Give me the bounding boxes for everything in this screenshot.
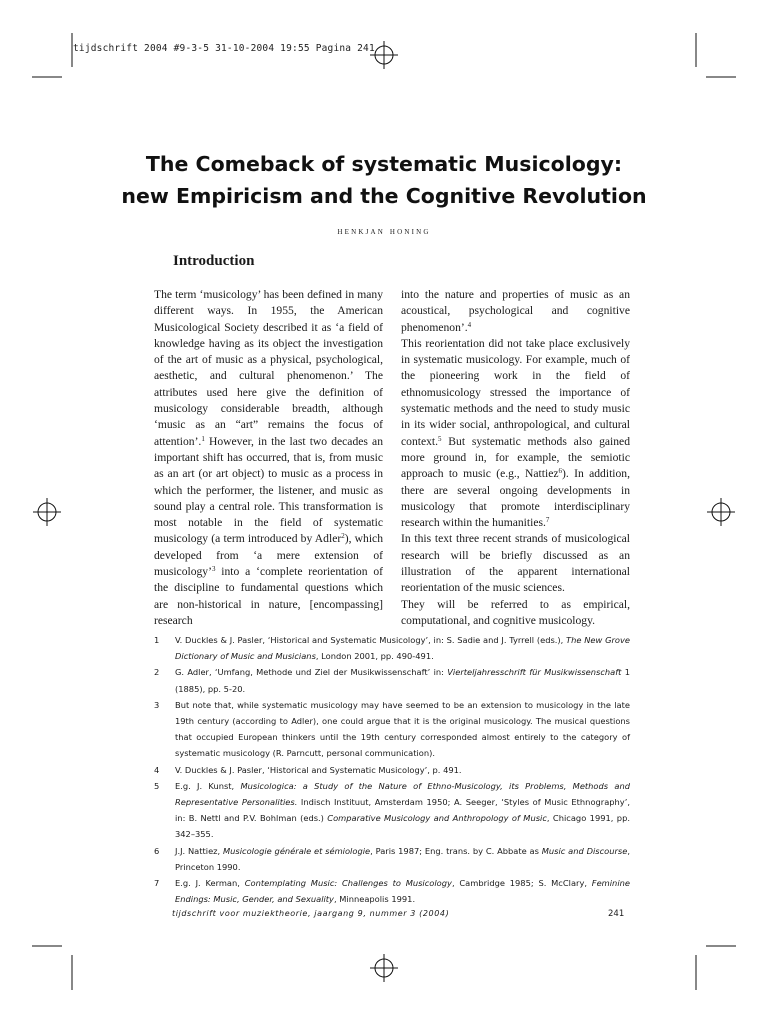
footnote: 5 E.g. J. Kunst, Musicologica: a Study of the Nature of Ethno-Musicology, its Problems, Methods and Representative Personalities. Indisch Instituut, Amsterdam 1950; A. Seeger, ‘Styles of Music Ethnography’, in: B. Nettl and P.V. Bohlman (eds.) Comparative Musicology and Anthropology of Music, Chicago 1991, pp. 342–355. xyxy=(154,780,630,840)
article-title xyxy=(0,148,768,212)
paragraph: In this text three recent strands of musicological research will be briefly discussed as an illustration of the apparent international reorientation of the music sciences. xyxy=(401,532,630,595)
running-footer: tijdschrift voor muziektheorie, jaargang 9, nummer 3 (2004) xyxy=(172,909,450,918)
paragraph: into the nature and properties of music as an acoustical, psychological and cognitive phenomenon’.$^4$ xyxy=(401,288,630,334)
body-column-right xyxy=(401,287,630,629)
footnote: 6 J.J. Nattiez, Musicologie générale et sémiologie, Paris 1987; Eng. trans. by C. Abbate as Music and Discourse, Princeton 1990. xyxy=(154,845,630,872)
title-line-2: new Empiricism and the Cognitive Revolution xyxy=(121,184,647,208)
paragraph: This reorientation did not take place exclusively in systematic musicology. For example, much of the pioneering work in the field of ethnomusicology stressed the importance of systematic methods and the need to study music in its wider social, anthropological, and cultural context.$^5$ But systematic methods also gained more ground in, for example, the semiotic approach to music (e.g., Nattiez$^6$). In addition, there are several ongoing developments in musicology that promote interdisciplinary research within the humanities.$^7$ xyxy=(401,336,630,530)
footnote-ref: 7 xyxy=(545,516,550,525)
paragraph: They will be referred to as empirical, computational, and cognitive musicology. xyxy=(401,597,630,627)
footnote: 2 G. Adler, ‘Umfang, Methode und Ziel der Musikwissenschaft’ in: Vierteljahresschrift für Musikwissenschaft 1 (1885), pp. 5-20. xyxy=(154,667,631,694)
footnote-ref: 1 xyxy=(201,434,205,443)
paragraph: The term ‘musicology’ has been defined in many different ways. In 1955, the American Musicological Society described it as ‘a field of knowledge having as its object the investigation of the art of music as a physical, psychological, aesthetic, and cultural phenomenon.’ The attributes used here give the definition of musicology considerable breadth, although ‘music as an “art” remains the focus of attention’.$^1$ However, in the last two decades an important shift has occurred, that is, from music as an art (or art object) to music as a process in which the performer, the listener, and music as sound play a central role. This transformation is most notable in the field of systematic musicology (a term introduced by Adler$^2$), which developed from ‘a mere extension of musicology’$^3$ into a ‘complete reorientation of the discipline to fundamental questions which are non-historical in nature, [encompassing] research xyxy=(154,288,383,627)
body-column-left xyxy=(154,287,383,629)
footnote: 4 V. Duckles & J. Pasler, ‘Historical and Systematic Musicology’, p. 491. xyxy=(154,764,462,775)
section-heading: Introduction xyxy=(173,253,255,269)
footnotes xyxy=(154,632,630,907)
author-name: henkjan honing xyxy=(337,226,431,237)
print-slug: tijdschrift 2004 #9-3-5 31-10-2004 19:55 Pagina 241 xyxy=(73,43,375,54)
footnote-ref: 5 xyxy=(438,434,442,443)
title-line-1: The Comeback of systematic Musicology: xyxy=(145,152,623,176)
footnote-ref: 3 xyxy=(211,565,216,574)
footnote: 3 But note that, while systematic musicology may have seemed to be an extension to musicology in the late 19th century (according to Adler), one could argue that it is the original musicology. The musical questions that occupied European thinkers until the 19th century corresponded almost entirely to the category of systematic musicology (R. Parncutt, personal communication). xyxy=(154,699,630,759)
footnote: 7 E.g. J. Kerman, Contemplating Music: Challenges to Musicology, Cambridge 1985; S. McClary, Feminine Endings: Music, Gender, and Sexuality, Minneapolis 1991. xyxy=(154,878,630,905)
footnote: 1 V. Duckles & J. Pasler, ‘Historical and Systematic Musicology’, in: S. Sadie and J. Tyrrell (eds.), The New Grove Dictionary of Music and Musicians, London 2001, pp. 490-491. xyxy=(154,635,630,662)
footnote-ref: 6 xyxy=(558,467,563,476)
footnote-ref: 2 xyxy=(341,532,345,541)
page-number: 241 xyxy=(608,909,625,919)
footnote-ref: 4 xyxy=(467,320,472,329)
